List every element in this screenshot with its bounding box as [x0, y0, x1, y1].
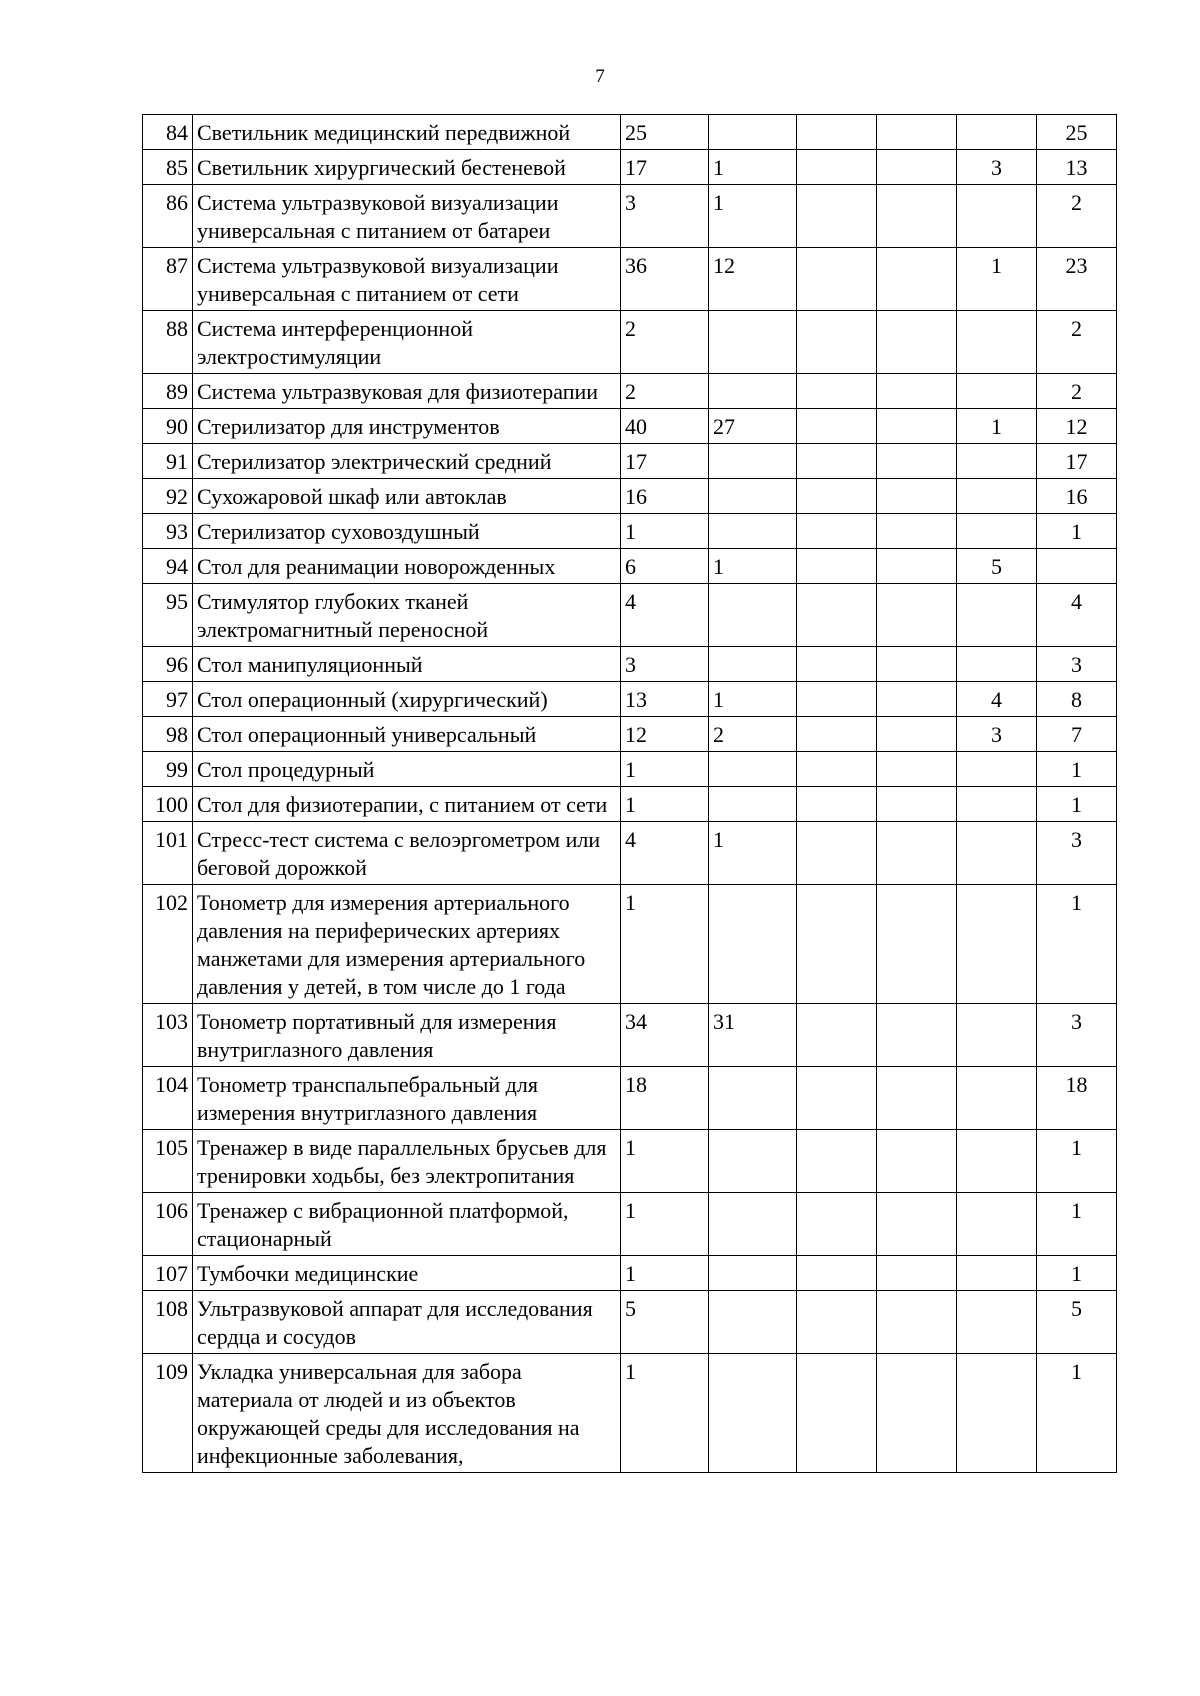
quantity-col-6-cell: 1: [1037, 514, 1117, 549]
quantity-col-4-cell: [877, 409, 957, 444]
quantity-col-6-cell: 3: [1037, 822, 1117, 885]
quantity-col-5-cell: [957, 1067, 1037, 1130]
quantity-col-3-cell: [797, 185, 877, 248]
row-number-cell: 88: [143, 311, 193, 374]
quantity-col-5-cell: [957, 1130, 1037, 1193]
table-row: [143, 1354, 1117, 1473]
quantity-col-2-cell: [709, 1067, 797, 1130]
equipment-name-cell: Стерилизатор электрический средний: [193, 444, 621, 479]
quantity-col-4-cell: [877, 584, 957, 647]
row-number-cell: 109: [143, 1354, 193, 1473]
quantity-col-6-cell: 1: [1037, 1256, 1117, 1291]
quantity-col-6-cell: 2: [1037, 374, 1117, 409]
row-number-cell: 101: [143, 822, 193, 885]
quantity-col-3-cell: [797, 1067, 877, 1130]
row-number-cell: 105: [143, 1130, 193, 1193]
table-row: [143, 787, 1117, 822]
quantity-col-3-cell: [797, 787, 877, 822]
quantity-col-5-cell: 3: [957, 150, 1037, 185]
equipment-table: [142, 114, 1117, 1473]
quantity-col-1-cell: 13: [621, 682, 709, 717]
quantity-col-5-cell: [957, 885, 1037, 1004]
quantity-col-6-cell: 3: [1037, 1004, 1117, 1067]
quantity-col-5-cell: 5: [957, 549, 1037, 584]
quantity-col-4-cell: [877, 1354, 957, 1473]
row-number-cell: 86: [143, 185, 193, 248]
equipment-name-cell: Стол для физиотерапии, с питанием от сети: [193, 787, 621, 822]
quantity-col-5-cell: 3: [957, 717, 1037, 752]
equipment-name-cell: Стол манипуляционный: [193, 647, 621, 682]
table-row: [143, 1256, 1117, 1291]
equipment-name-cell: Стол операционный универсальный: [193, 717, 621, 752]
equipment-name-cell: Тонометр портативный для измерения внутриглазного давления: [193, 1004, 621, 1067]
quantity-col-6-cell: 12: [1037, 409, 1117, 444]
quantity-col-5-cell: [957, 374, 1037, 409]
row-number-cell: 89: [143, 374, 193, 409]
quantity-col-6-cell: 8: [1037, 682, 1117, 717]
quantity-col-2-cell: 1: [709, 150, 797, 185]
quantity-col-5-cell: [957, 1004, 1037, 1067]
quantity-col-2-cell: 1: [709, 185, 797, 248]
row-number-cell: 107: [143, 1256, 193, 1291]
quantity-col-4-cell: [877, 682, 957, 717]
quantity-col-3-cell: [797, 444, 877, 479]
quantity-col-6-cell: 18: [1037, 1067, 1117, 1130]
quantity-col-3-cell: [797, 1256, 877, 1291]
quantity-col-3-cell: [797, 479, 877, 514]
quantity-col-1-cell: 1: [621, 752, 709, 787]
quantity-col-2-cell: [709, 374, 797, 409]
quantity-col-6-cell: 25: [1037, 115, 1117, 150]
quantity-col-2-cell: [709, 752, 797, 787]
quantity-col-5-cell: [957, 1193, 1037, 1256]
table-row: [143, 514, 1117, 549]
quantity-col-1-cell: 17: [621, 150, 709, 185]
quantity-col-4-cell: [877, 248, 957, 311]
equipment-table-body: [143, 115, 1117, 1473]
quantity-col-2-cell: [709, 479, 797, 514]
quantity-col-6-cell: 23: [1037, 248, 1117, 311]
quantity-col-2-cell: 27: [709, 409, 797, 444]
quantity-col-3-cell: [797, 1004, 877, 1067]
quantity-col-6-cell: 17: [1037, 444, 1117, 479]
quantity-col-4-cell: [877, 115, 957, 150]
table-row: [143, 717, 1117, 752]
equipment-name-cell: Тренажер с вибрационной платформой, стационарный: [193, 1193, 621, 1256]
quantity-col-1-cell: 1: [621, 787, 709, 822]
row-number-cell: 102: [143, 885, 193, 1004]
quantity-col-2-cell: [709, 787, 797, 822]
table-row: [143, 115, 1117, 150]
row-number-cell: 100: [143, 787, 193, 822]
quantity-col-6-cell: 1: [1037, 752, 1117, 787]
quantity-col-5-cell: [957, 1354, 1037, 1473]
quantity-col-4-cell: [877, 374, 957, 409]
quantity-col-6-cell: 1: [1037, 885, 1117, 1004]
quantity-col-4-cell: [877, 822, 957, 885]
quantity-col-4-cell: [877, 752, 957, 787]
table-row: [143, 444, 1117, 479]
table-row: [143, 752, 1117, 787]
row-number-cell: 93: [143, 514, 193, 549]
quantity-col-2-cell: [709, 584, 797, 647]
quantity-col-4-cell: [877, 787, 957, 822]
quantity-col-4-cell: [877, 1193, 957, 1256]
equipment-name-cell: Тонометр для измерения артериального давления на периферических артериях манжетами для измерения артериального давления у детей, в том числе до 1 года: [193, 885, 621, 1004]
quantity-col-3-cell: [797, 311, 877, 374]
quantity-col-1-cell: 4: [621, 822, 709, 885]
quantity-col-1-cell: 12: [621, 717, 709, 752]
quantity-col-6-cell: 13: [1037, 150, 1117, 185]
quantity-col-5-cell: [957, 185, 1037, 248]
table-row: [143, 1067, 1117, 1130]
row-number-cell: 84: [143, 115, 193, 150]
quantity-col-6-cell: 5: [1037, 1291, 1117, 1354]
quantity-col-4-cell: [877, 717, 957, 752]
quantity-col-3-cell: [797, 717, 877, 752]
quantity-col-3-cell: [797, 1291, 877, 1354]
table-row: [143, 150, 1117, 185]
quantity-col-5-cell: [957, 514, 1037, 549]
equipment-name-cell: Стол процедурный: [193, 752, 621, 787]
quantity-col-2-cell: [709, 1130, 797, 1193]
quantity-col-2-cell: [709, 885, 797, 1004]
quantity-col-4-cell: [877, 444, 957, 479]
equipment-name-cell: Стерилизатор суховоздушный: [193, 514, 621, 549]
quantity-col-6-cell: 2: [1037, 311, 1117, 374]
quantity-col-3-cell: [797, 1130, 877, 1193]
row-number-cell: 94: [143, 549, 193, 584]
quantity-col-4-cell: [877, 885, 957, 1004]
quantity-col-1-cell: 3: [621, 647, 709, 682]
table-row: [143, 248, 1117, 311]
quantity-col-4-cell: [877, 1130, 957, 1193]
table-row: [143, 1193, 1117, 1256]
table-row: [143, 185, 1117, 248]
quantity-col-3-cell: [797, 822, 877, 885]
quantity-col-4-cell: [877, 1067, 957, 1130]
quantity-col-3-cell: [797, 248, 877, 311]
quantity-col-1-cell: 1: [621, 1130, 709, 1193]
quantity-col-4-cell: [877, 1256, 957, 1291]
table-row: [143, 549, 1117, 584]
quantity-col-4-cell: [877, 514, 957, 549]
row-number-cell: 108: [143, 1291, 193, 1354]
quantity-col-4-cell: [877, 647, 957, 682]
quantity-col-5-cell: [957, 647, 1037, 682]
quantity-col-3-cell: [797, 647, 877, 682]
quantity-col-3-cell: [797, 115, 877, 150]
table-row: [143, 1130, 1117, 1193]
quantity-col-5-cell: [957, 787, 1037, 822]
table-row: [143, 479, 1117, 514]
equipment-name-cell: Система ультразвуковая для физиотерапии: [193, 374, 621, 409]
row-number-cell: 97: [143, 682, 193, 717]
row-number-cell: 95: [143, 584, 193, 647]
quantity-col-1-cell: 34: [621, 1004, 709, 1067]
quantity-col-2-cell: 1: [709, 549, 797, 584]
quantity-col-4-cell: [877, 185, 957, 248]
equipment-name-cell: Сухожаровой шкаф или автоклав: [193, 479, 621, 514]
quantity-col-3-cell: [797, 752, 877, 787]
quantity-col-6-cell: 16: [1037, 479, 1117, 514]
quantity-col-1-cell: 4: [621, 584, 709, 647]
quantity-col-5-cell: [957, 479, 1037, 514]
quantity-col-1-cell: 1: [621, 514, 709, 549]
quantity-col-3-cell: [797, 409, 877, 444]
quantity-col-5-cell: [957, 115, 1037, 150]
table-row: [143, 885, 1117, 1004]
table-row: [143, 584, 1117, 647]
quantity-col-3-cell: [797, 885, 877, 1004]
quantity-col-5-cell: 1: [957, 248, 1037, 311]
quantity-col-5-cell: [957, 752, 1037, 787]
quantity-col-1-cell: 18: [621, 1067, 709, 1130]
quantity-col-6-cell: 3: [1037, 647, 1117, 682]
quantity-col-5-cell: [957, 1256, 1037, 1291]
quantity-col-1-cell: 1: [621, 1354, 709, 1473]
row-number-cell: 96: [143, 647, 193, 682]
quantity-col-1-cell: 1: [621, 1193, 709, 1256]
quantity-col-5-cell: [957, 822, 1037, 885]
quantity-col-5-cell: 4: [957, 682, 1037, 717]
quantity-col-2-cell: 12: [709, 248, 797, 311]
quantity-col-3-cell: [797, 374, 877, 409]
table-row: [143, 311, 1117, 374]
quantity-col-6-cell: 4: [1037, 584, 1117, 647]
quantity-col-1-cell: 2: [621, 311, 709, 374]
row-number-cell: 98: [143, 717, 193, 752]
quantity-col-5-cell: 1: [957, 409, 1037, 444]
quantity-col-3-cell: [797, 682, 877, 717]
quantity-col-2-cell: 1: [709, 682, 797, 717]
quantity-col-4-cell: [877, 549, 957, 584]
equipment-name-cell: Система ультразвуковой визуализации универсальная с питанием от батареи: [193, 185, 621, 248]
quantity-col-1-cell: 16: [621, 479, 709, 514]
quantity-col-1-cell: 36: [621, 248, 709, 311]
quantity-col-2-cell: [709, 444, 797, 479]
quantity-col-3-cell: [797, 514, 877, 549]
row-number-cell: 103: [143, 1004, 193, 1067]
quantity-col-4-cell: [877, 311, 957, 374]
table-row: [143, 647, 1117, 682]
table-row: [143, 1004, 1117, 1067]
quantity-col-2-cell: [709, 1256, 797, 1291]
quantity-col-6-cell: 1: [1037, 1193, 1117, 1256]
quantity-col-6-cell: 1: [1037, 787, 1117, 822]
quantity-col-2-cell: 31: [709, 1004, 797, 1067]
row-number-cell: 87: [143, 248, 193, 311]
equipment-name-cell: Система интерференционной электростимуляции: [193, 311, 621, 374]
equipment-name-cell: Стресс-тест система с велоэргометром или беговой дорожкой: [193, 822, 621, 885]
quantity-col-1-cell: 6: [621, 549, 709, 584]
quantity-col-3-cell: [797, 549, 877, 584]
quantity-col-5-cell: [957, 311, 1037, 374]
table-row: [143, 822, 1117, 885]
quantity-col-1-cell: 17: [621, 444, 709, 479]
table-row: [143, 374, 1117, 409]
quantity-col-6-cell: 7: [1037, 717, 1117, 752]
quantity-col-4-cell: [877, 479, 957, 514]
quantity-col-2-cell: [709, 514, 797, 549]
equipment-name-cell: Светильник хирургический бестеневой: [193, 150, 621, 185]
table-row: [143, 409, 1117, 444]
equipment-name-cell: Светильник медицинский передвижной: [193, 115, 621, 150]
quantity-col-6-cell: [1037, 549, 1117, 584]
quantity-col-1-cell: 3: [621, 185, 709, 248]
row-number-cell: 106: [143, 1193, 193, 1256]
equipment-name-cell: Стерилизатор для инструментов: [193, 409, 621, 444]
quantity-col-4-cell: [877, 150, 957, 185]
quantity-col-3-cell: [797, 1354, 877, 1473]
quantity-col-3-cell: [797, 150, 877, 185]
row-number-cell: 99: [143, 752, 193, 787]
row-number-cell: 104: [143, 1067, 193, 1130]
quantity-col-1-cell: 5: [621, 1291, 709, 1354]
quantity-col-6-cell: 1: [1037, 1130, 1117, 1193]
page-number: 7: [595, 66, 605, 87]
equipment-name-cell: Стол для реанимации новорожденных: [193, 549, 621, 584]
quantity-col-1-cell: 1: [621, 885, 709, 1004]
table-row: [143, 682, 1117, 717]
quantity-col-4-cell: [877, 1291, 957, 1354]
quantity-col-5-cell: [957, 444, 1037, 479]
quantity-col-2-cell: [709, 647, 797, 682]
quantity-col-1-cell: 25: [621, 115, 709, 150]
equipment-name-cell: Стол операционный (хирургический): [193, 682, 621, 717]
row-number-cell: 85: [143, 150, 193, 185]
quantity-col-6-cell: 2: [1037, 185, 1117, 248]
quantity-col-6-cell: 1: [1037, 1354, 1117, 1473]
quantity-col-1-cell: 2: [621, 374, 709, 409]
quantity-col-3-cell: [797, 1193, 877, 1256]
equipment-name-cell: Тумбочки медицинские: [193, 1256, 621, 1291]
quantity-col-3-cell: [797, 584, 877, 647]
equipment-name-cell: Стимулятор глубоких тканей электромагнитный переносной: [193, 584, 621, 647]
quantity-col-1-cell: 40: [621, 409, 709, 444]
quantity-col-2-cell: [709, 1291, 797, 1354]
quantity-col-5-cell: [957, 1291, 1037, 1354]
quantity-col-1-cell: 1: [621, 1256, 709, 1291]
quantity-col-2-cell: 2: [709, 717, 797, 752]
quantity-col-2-cell: 1: [709, 822, 797, 885]
row-number-cell: 90: [143, 409, 193, 444]
quantity-col-2-cell: [709, 311, 797, 374]
quantity-col-2-cell: [709, 1193, 797, 1256]
quantity-col-2-cell: [709, 1354, 797, 1473]
quantity-col-4-cell: [877, 1004, 957, 1067]
equipment-name-cell: Ультразвуковой аппарат для исследования сердца и сосудов: [193, 1291, 621, 1354]
equipment-name-cell: Тонометр транспальпебральный для измерения внутриглазного давления: [193, 1067, 621, 1130]
equipment-name-cell: Система ультразвуковой визуализации универсальная с питанием от сети: [193, 248, 621, 311]
quantity-col-2-cell: [709, 115, 797, 150]
row-number-cell: 91: [143, 444, 193, 479]
row-number-cell: 92: [143, 479, 193, 514]
table-row: [143, 1291, 1117, 1354]
equipment-name-cell: Укладка универсальная для забора материала от людей и из объектов окружающей среды для исследования на инфекционные заболевания,: [193, 1354, 621, 1473]
equipment-name-cell: Тренажер в виде параллельных брусьев для тренировки ходьбы, без электропитания: [193, 1130, 621, 1193]
quantity-col-5-cell: [957, 584, 1037, 647]
